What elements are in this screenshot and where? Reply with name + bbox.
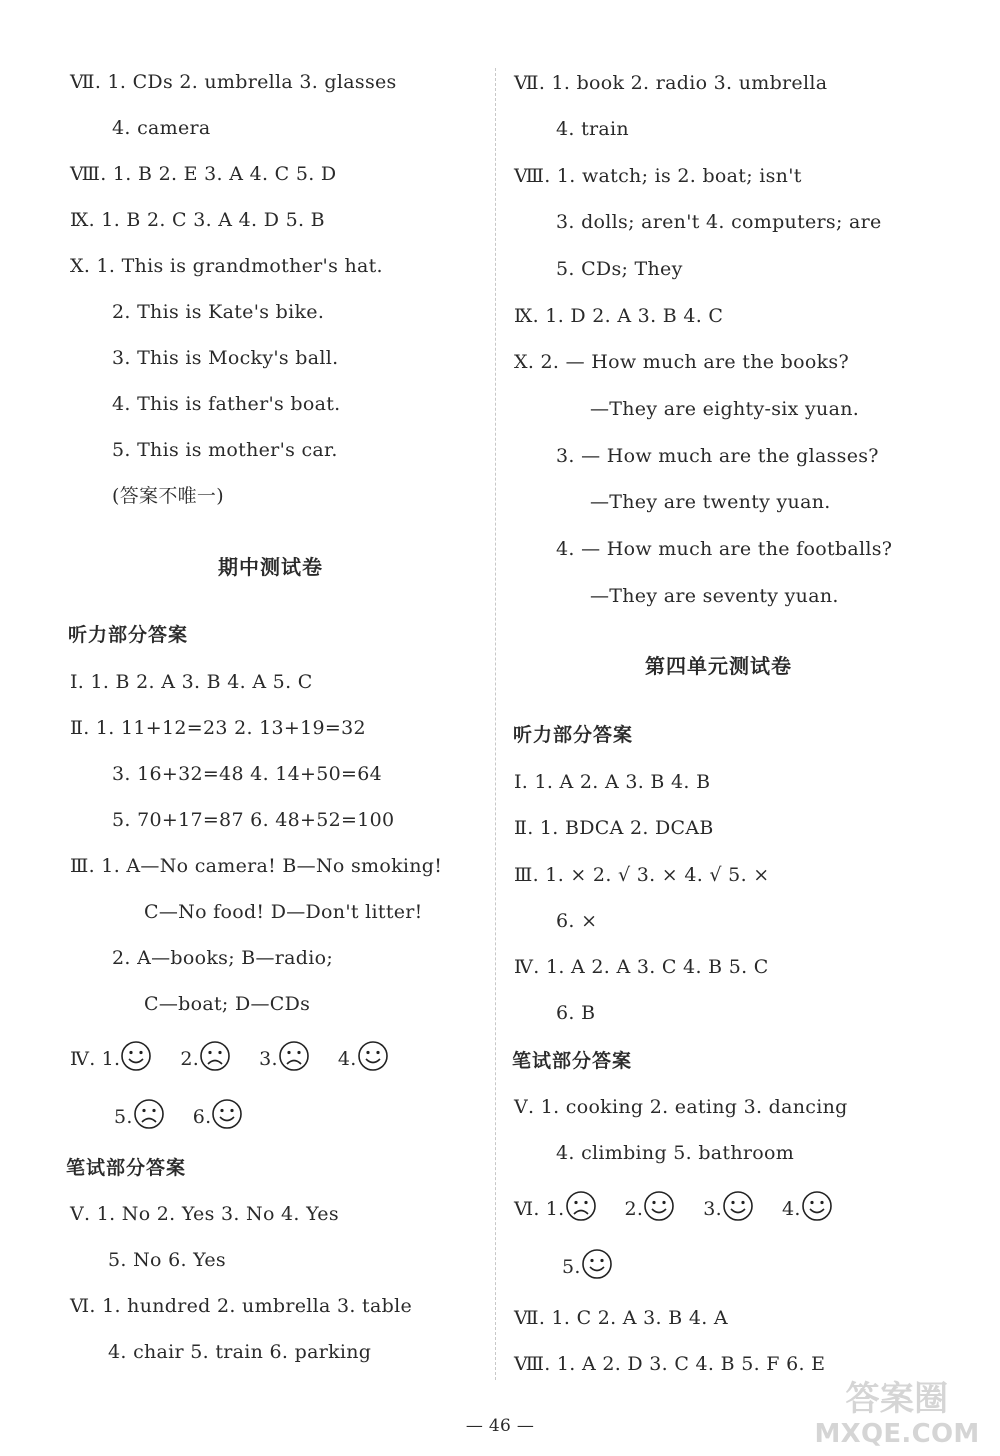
item-number: 5. — [114, 1106, 133, 1128]
answer-line: 2. A—books; B—radio; — [112, 947, 334, 969]
smiley-face-icon — [801, 1190, 833, 1222]
answer-line: C—No food! D—Don't litter! — [144, 901, 423, 923]
answer-line: 3. — How much are the glasses? — [556, 445, 879, 467]
answer-line: (答案不唯一) — [112, 485, 224, 507]
smiley-face-icon — [211, 1098, 243, 1130]
answer-line: 6. B — [556, 1002, 596, 1024]
answer-line: Ⅹ. 1. This is grandmother's hat. — [70, 255, 383, 277]
answer-line: 4. — How much are the footballs? — [556, 538, 893, 560]
smiley-face-icon — [357, 1040, 389, 1072]
answer-line: Ⅸ. 1. B 2. C 3. A 4. D 5. B — [70, 209, 325, 231]
page-number: — 46 — — [465, 1416, 535, 1436]
answer-line: Ⅴ. 1. cooking 2. eating 3. dancing — [514, 1096, 848, 1118]
answer-line: 4. This is father's boat. — [112, 393, 341, 415]
item-number: 1. — [545, 1198, 565, 1220]
item-number: 4. — [337, 1048, 357, 1070]
face-answer-row — [108, 1100, 265, 1134]
smiley-face-icon — [643, 1190, 675, 1222]
answer-line: Ⅷ. 1. B 2. E 3. A 4. C 5. D — [70, 163, 337, 185]
section-heading: 听力部分答案 — [68, 624, 189, 646]
answer-line: Ⅴ. 1. No 2. Yes 3. No 4. Yes — [70, 1203, 339, 1225]
face-answer-row — [514, 1192, 855, 1226]
answer-line: Ⅶ. 1. book 2. radio 3. umbrella — [514, 72, 828, 94]
answer-line: 3. 16+32=48 4. 14+50=64 — [112, 763, 383, 785]
answer-line: Ⅱ. 1. BDCA 2. DCAB — [514, 817, 714, 839]
item-number: 2. — [624, 1198, 644, 1220]
answer-line: 5. This is mother's car. — [112, 439, 338, 461]
section-heading: 听力部分答案 — [513, 724, 634, 746]
svg-text:答案圈: 答案圈 — [845, 1379, 949, 1419]
answer-line: 4. climbing 5. bathroom — [556, 1142, 795, 1164]
answer-line: 4. train — [556, 118, 629, 140]
column-divider — [495, 68, 496, 1380]
answer-line: Ⅹ. 2. — How much are the books? — [514, 351, 849, 373]
answer-line: Ⅲ. 1. A—No camera! B—No smoking! — [70, 855, 443, 877]
item-number: 5. — [562, 1256, 581, 1278]
answer-line: 5. No 6. Yes — [108, 1249, 226, 1271]
item-number: 3. — [703, 1198, 722, 1220]
answer-line: Ⅸ. 1. D 2. A 3. B 4. C — [514, 305, 724, 327]
answer-line: Ⅷ. 1. A 2. D 3. C 4. B 5. F 6. E — [514, 1353, 826, 1375]
sad-face-icon — [565, 1190, 597, 1222]
answer-line: —They are eighty-six yuan. — [590, 398, 860, 420]
answer-line: 3. This is Mocky's ball. — [112, 347, 339, 369]
answer-line: 5. 70+17=87 6. 48+52=100 — [112, 809, 395, 831]
answer-line: Ⅷ. 1. watch; is 2. boat; isn't — [514, 165, 802, 187]
answer-line: C—boat; D—CDs — [144, 993, 311, 1015]
answer-line: 3. dolls; aren't 4. computers; are — [556, 211, 882, 233]
smiley-face-icon — [722, 1190, 754, 1222]
sad-face-icon — [133, 1098, 165, 1130]
item-number: 2. — [180, 1048, 200, 1070]
section-numeral: Ⅵ. — [514, 1198, 540, 1220]
sad-face-icon — [278, 1040, 310, 1072]
item-number: 6. — [192, 1106, 212, 1128]
answer-line: 5. CDs; They — [556, 258, 683, 280]
answer-line: Ⅲ. 1. × 2. √ 3. × 4. √ 5. × — [514, 864, 770, 886]
answer-line: —They are twenty yuan. — [590, 491, 831, 513]
answer-line: Ⅰ. 1. B 2. A 3. B 4. A 5. C — [70, 671, 313, 693]
item-number: 1. — [101, 1048, 121, 1070]
section-title: 期中测试卷 — [218, 555, 323, 579]
section-heading: 笔试部分答案 — [512, 1050, 633, 1072]
answer-line: Ⅶ. 1. C 2. A 3. B 4. A — [514, 1307, 728, 1329]
svg-text:MXQE.COM: MXQE.COM — [814, 1419, 980, 1449]
answer-line: Ⅰ. 1. A 2. A 3. B 4. B — [514, 771, 711, 793]
face-answer-row — [70, 1042, 411, 1076]
answer-line: Ⅶ. 1. CDs 2. umbrella 3. glasses — [70, 71, 397, 93]
answer-line: —They are seventy yuan. — [590, 585, 839, 607]
section-heading: 笔试部分答案 — [66, 1157, 187, 1179]
answer-line: 6. × — [556, 910, 598, 932]
face-answer-row — [556, 1250, 635, 1284]
answer-line: 4. chair 5. train 6. parking — [108, 1341, 372, 1363]
smiley-face-icon — [120, 1040, 152, 1072]
section-title: 第四单元测试卷 — [645, 654, 792, 678]
item-number: 4. — [781, 1198, 801, 1220]
answer-line: Ⅱ. 1. 11+12=23 2. 13+19=32 — [70, 717, 366, 739]
answer-line: 2. This is Kate's bike. — [112, 301, 325, 323]
item-number: 3. — [259, 1048, 278, 1070]
watermark-logo — [802, 1370, 992, 1450]
answer-line: 4. camera — [112, 117, 211, 139]
answer-line: Ⅵ. 1. hundred 2. umbrella 3. table — [70, 1295, 413, 1317]
section-numeral: Ⅳ. — [70, 1048, 96, 1070]
sad-face-icon — [199, 1040, 231, 1072]
smiley-face-icon — [581, 1248, 613, 1280]
answer-line: Ⅳ. 1. A 2. A 3. C 4. B 5. C — [514, 956, 769, 978]
